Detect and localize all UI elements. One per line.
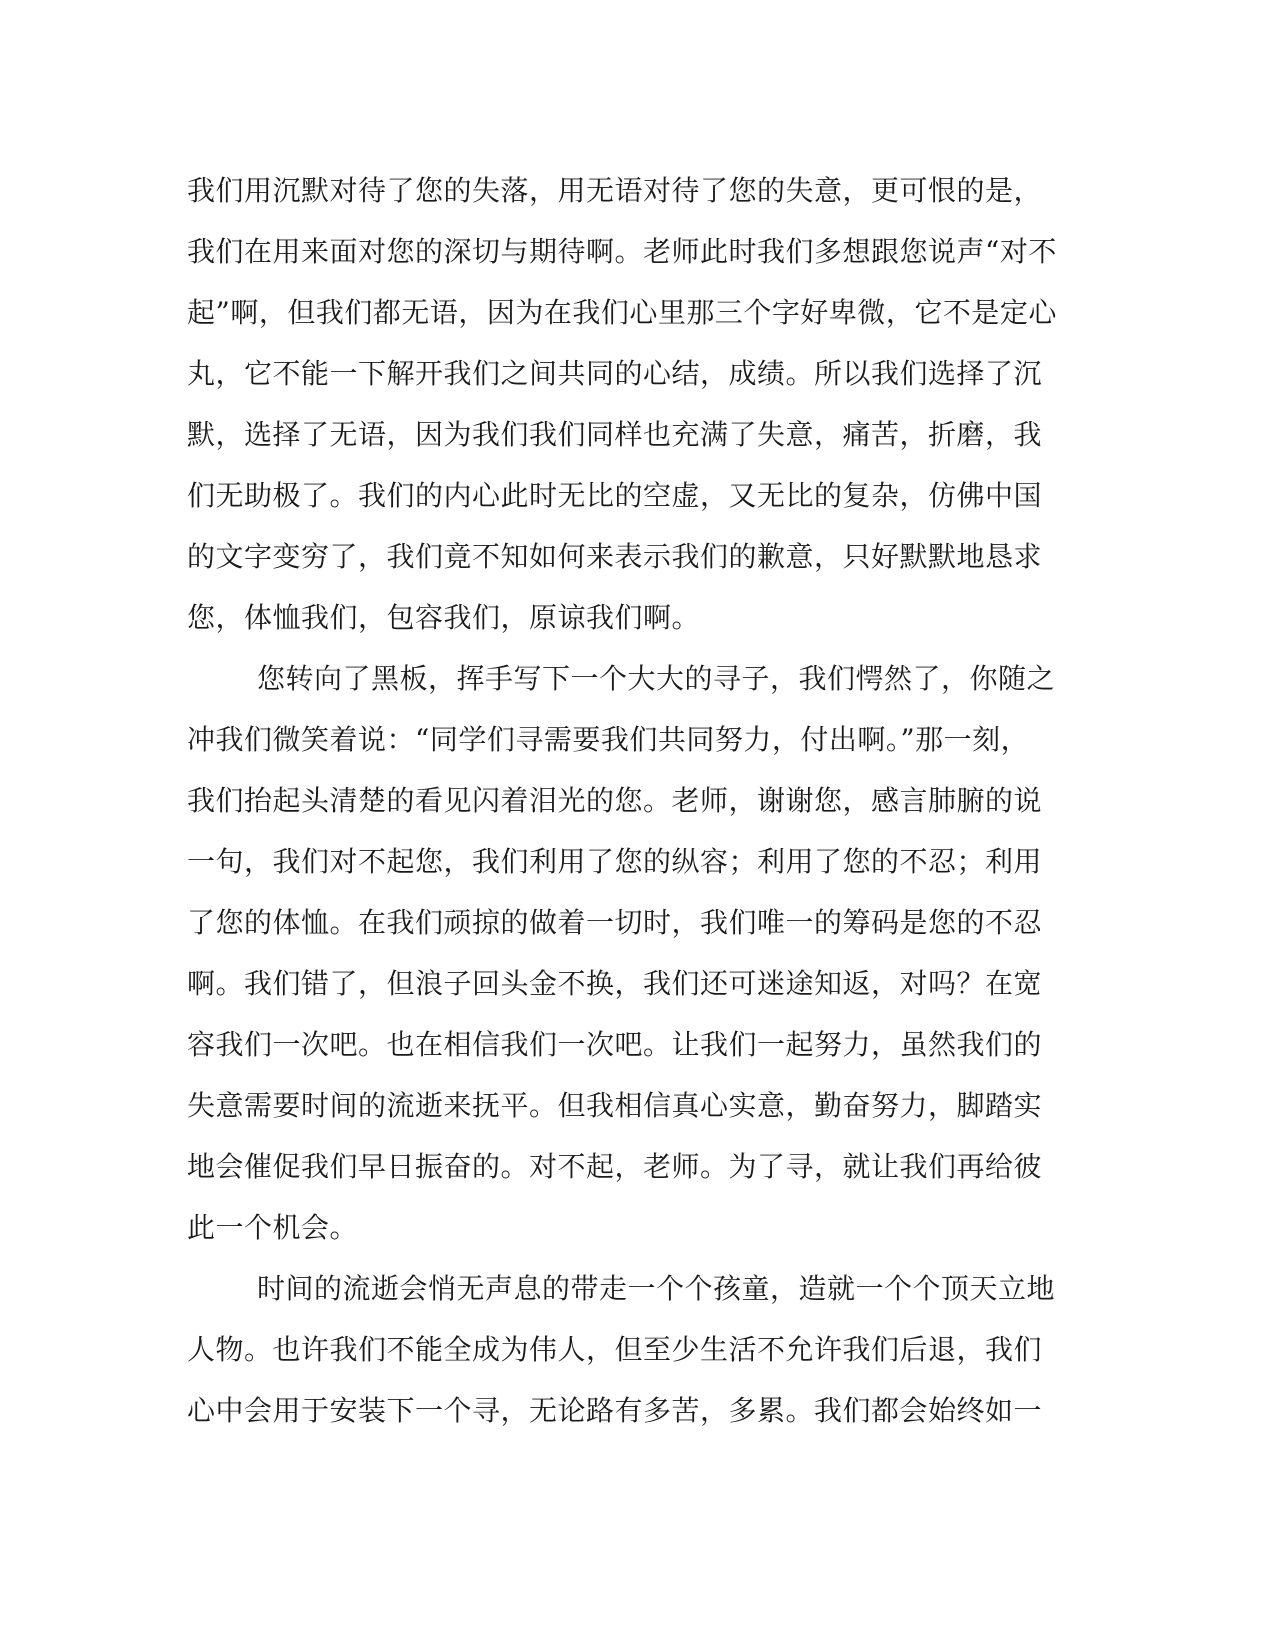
- text-line: 默，选择了无语，因为我们我们同样也充满了失意，痛苦，折磨，我: [187, 418, 1043, 451]
- text-line: 起”啊，但我们都无语，因为在我们心里那三个字好卑微，它不是定心: [187, 296, 1057, 329]
- text-line: 容我们一次吧。也在相信我们一次吧。让我们一起努力，虽然我们的: [187, 1028, 1043, 1061]
- text-line: 失意需要时间的流逝来抚平。但我相信真心实意，勤奋努力，脚踏实: [187, 1089, 1043, 1122]
- text-line: 了您的体恤。在我们顽掠的做着一切时，我们唯一的筹码是您的不忍: [187, 906, 1043, 939]
- text-line: 丸，它不能一下解开我们之间共同的心结，成绩。所以我们选择了沉: [187, 357, 1043, 390]
- text-line: 啊。我们错了，但浪子回头金不换，我们还可迷途知返，对吗？在宽: [187, 967, 1043, 1000]
- text-line: 地会催促我们早日振奋的。对不起，老师。为了寻，就让我们再给彼: [187, 1150, 1043, 1183]
- text-line: 人物。也许我们不能全成为伟人，但至少生活不允许我们后退，我们: [187, 1333, 1043, 1366]
- text-line: 一句，我们对不起您，我们利用了您的纵容；利用了您的不忍；利用: [187, 845, 1043, 878]
- text-line: 们无助极了。我们的内心此时无比的空虚，又无比的复杂，仿佛中国: [187, 479, 1043, 512]
- text-line: 我们抬起头清楚的看见闪着泪光的您。老师，谢谢您，感言肺腑的说: [187, 784, 1043, 817]
- paragraph-start-line: 时间的流逝会悄无声息的带走一个个孩童，造就一个个顶天立地: [257, 1272, 1056, 1305]
- text-line: 心中会用于安装下一个寻，无论路有多苦，多累。我们都会始终如一: [187, 1394, 1043, 1427]
- text-line: 此一个机会。: [187, 1211, 359, 1244]
- body-text: [187, 160, 1087, 1441]
- text-line: 您，体恤我们，包容我们，原谅我们啊。: [187, 601, 701, 634]
- text-line: 冲我们微笑着说：“同学们寻需要我们共同努力，付出啊。”那一刻，: [187, 723, 1030, 756]
- text-line: 我们在用来面对您的深切与期待啊。老师此时我们多想跟您说声“对不: [187, 235, 1057, 268]
- text-line: 的文字变穷了，我们竟不知如何来表示我们的歉意，只好默默地恳求: [187, 540, 1043, 573]
- paragraph-start-line: 您转向了黑板，挥手写下一个大大的寻子，我们愕然了，你随之: [257, 662, 1056, 695]
- text-line: 我们用沉默对待了您的失落，用无语对待了您的失意，更可恨的是，: [187, 174, 1043, 207]
